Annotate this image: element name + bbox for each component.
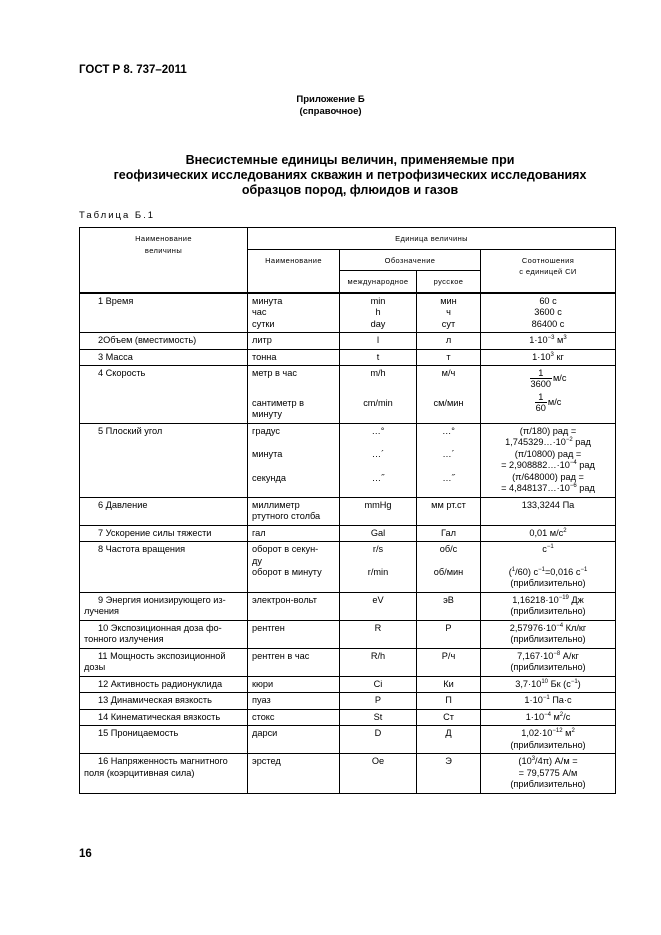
cell-rus: Ст — [417, 709, 481, 726]
cell-quantity: 1 Время — [80, 293, 248, 333]
cell-rus: Р/ч — [417, 648, 481, 676]
cell-quantity: 15 Проницаемость — [80, 726, 248, 754]
title-line: образцов пород, флюидов и газов — [241, 183, 459, 197]
cell-quantity: 8 Частота вращения — [80, 542, 248, 593]
cell-unit-name: эрстед — [248, 754, 340, 794]
header-unit-name: Наименование — [248, 249, 340, 293]
table-row — [80, 676, 616, 693]
cell-quantity: 16 Напряженность магнитного поля (коэрцитивная сила) — [80, 754, 248, 794]
cell-unit-name: рентген — [248, 620, 340, 648]
cell-quantity: 10 Экспозиционная доза фо- тонного излучения — [80, 620, 248, 648]
cell-quantity: 5 Плоский угол — [80, 423, 248, 497]
cell-rus: Д — [417, 726, 481, 754]
cell-quantity: 11 Мощность экспозиционной дозы — [80, 648, 248, 676]
table-header-row — [80, 228, 616, 250]
cell-unit-name: рентген в час — [248, 648, 340, 676]
table-row — [80, 366, 616, 424]
cell-rus: эВ — [417, 592, 481, 620]
cell-intl: m/h cm/min — [340, 366, 417, 424]
units-table — [79, 227, 616, 794]
cell-intl: l — [340, 333, 417, 350]
cell-quantity: 9 Энергия ионизирующего из- лучения — [80, 592, 248, 620]
table-row — [80, 349, 616, 366]
cell-intl: min h day — [340, 293, 417, 333]
cell-relation: $1\cdot 10^3$ кг — [481, 349, 616, 366]
cell-relation: $1,16218\cdot 10^{-19}$ Дж (приблизительно) — [481, 592, 616, 620]
cell-rus: м/ч см/мин — [417, 366, 481, 424]
header-rus: русское — [417, 271, 481, 293]
cell-relation: $(10^3/4\pi) А/м$ = = 79,5775 А/м (приблизительно) — [481, 754, 616, 794]
cell-intl: Gal — [340, 525, 417, 542]
cell-unit-name: метр в час сантиметр в минуту — [248, 366, 340, 424]
cell-unit-name: стокс — [248, 709, 340, 726]
cell-rus: Э — [417, 754, 481, 794]
cell-unit-name: дарси — [248, 726, 340, 754]
cell-relation: $1\cdot 10^{-3}$ $м^3$ — [481, 333, 616, 350]
cell-rus: …° …´ …˝ — [417, 423, 481, 497]
table-row — [80, 592, 616, 620]
cell-unit-name: минута час сутки — [248, 293, 340, 333]
appendix-heading — [0, 94, 661, 118]
cell-relation: 133,3244 Па — [481, 497, 616, 525]
header-quantity: Наименование величины — [80, 228, 248, 293]
cell-intl: R/h — [340, 648, 417, 676]
cell-quantity: 7 Ускорение силы тяжести — [80, 525, 248, 542]
cell-relation: $\frac{1}{3600}$ м/с $\frac{1}{60}$ м/с — [481, 366, 616, 424]
cell-relation: $2,57976\cdot 10^{-4}$ Кл/кг (приблизительно) — [481, 620, 616, 648]
title-line: геофизических исследованиях скважин и петрофизических исследованиях — [113, 168, 587, 182]
cell-quantity: 6 Давление — [80, 497, 248, 525]
table-row — [80, 693, 616, 710]
cell-relation: (π/180) рад = $1,745329\dots\cdot 10^{-2}$ рад (π/10800) рад = = $2,908882\dots\cdot 10^{-4}$ рад (π/648000) рад = = $4,848137\dots\cdot 10^{-6}$ рад — [481, 423, 616, 497]
cell-rus: Гал — [417, 525, 481, 542]
table-row — [80, 726, 616, 754]
cell-quantity: 14 Кинематическая вязкость — [80, 709, 248, 726]
cell-rus: мм рт.ст — [417, 497, 481, 525]
table-row — [80, 423, 616, 497]
cell-quantity: 2Объем (вместимость) — [80, 333, 248, 350]
cell-intl: r/s r/min — [340, 542, 417, 593]
cell-unit-name: оборот в секун- ду оборот в минуту — [248, 542, 340, 593]
cell-relation: 60 с 3600 с 86400 с — [481, 293, 616, 333]
cell-relation: $с^{-1}$ ($^1$/60) $с^{-1}=0,016$ $с^{-1}$ (приблизительно) — [481, 542, 616, 593]
cell-intl: Ci — [340, 676, 417, 693]
table-row — [80, 542, 616, 593]
cell-rus: об/с об/мин — [417, 542, 481, 593]
table-row — [80, 333, 616, 350]
cell-intl: t — [340, 349, 417, 366]
cell-unit-name: литр — [248, 333, 340, 350]
cell-quantity: 4 Скорость — [80, 366, 248, 424]
cell-unit-name: электрон-вольт — [248, 592, 340, 620]
cell-unit-name: миллиметр ртутного столба — [248, 497, 340, 525]
cell-rus: л — [417, 333, 481, 350]
table-caption: Таблица Б.1 — [79, 210, 156, 221]
cell-intl: eV — [340, 592, 417, 620]
cell-relation: $1\cdot 10^{-4}$ $м^2/с$ — [481, 709, 616, 726]
appendix-subtitle: (справочное) — [299, 106, 362, 117]
cell-relation: $1,02\cdot 10^{-12}$ $м^2$ (приблизительно) — [481, 726, 616, 754]
cell-relation: $7,167\cdot 10^{-8}$ А/кг (приблизительно) — [481, 648, 616, 676]
cell-intl: St — [340, 709, 417, 726]
header-unit: Единица величины — [248, 228, 616, 250]
title-line: Внесистемные единицы величин, применяемые при — [185, 153, 515, 167]
cell-unit-name: кюри — [248, 676, 340, 693]
header-relation: Соотношения с единицей СИ — [481, 249, 616, 293]
fraction: $\frac{1}{3600}$ — [530, 368, 551, 389]
table-row — [80, 620, 616, 648]
cell-intl: Oe — [340, 754, 417, 794]
cell-rus: Ки — [417, 676, 481, 693]
appendix-title: Приложение Б — [296, 94, 365, 105]
cell-unit-name: гал — [248, 525, 340, 542]
table-row — [80, 293, 616, 333]
cell-quantity: 3 Масса — [80, 349, 248, 366]
table-row — [80, 648, 616, 676]
cell-intl: D — [340, 726, 417, 754]
cell-rus: П — [417, 693, 481, 710]
fraction: $\frac{1}{60}$ — [535, 392, 546, 413]
cell-rus: мин ч сут — [417, 293, 481, 333]
cell-quantity: 13 Динамическая вязкость — [80, 693, 248, 710]
cell-intl: P — [340, 693, 417, 710]
cell-rus: т — [417, 349, 481, 366]
table-row — [80, 709, 616, 726]
table-row — [80, 754, 616, 794]
table-row — [80, 497, 616, 525]
header-intl: международное — [340, 271, 417, 293]
cell-intl: …° …´ …˝ — [340, 423, 417, 497]
cell-relation: $1\cdot 10^{-1}$ Па·с — [481, 693, 616, 710]
cell-relation: $3,7\cdot 10^{10}$ Бк $(с^{-1})$ — [481, 676, 616, 693]
page-number: 16 — [79, 848, 92, 860]
table-row — [80, 525, 616, 542]
cell-relation: 0,01 $м/с^2$ — [481, 525, 616, 542]
cell-unit-name: тонна — [248, 349, 340, 366]
cell-intl: mmHg — [340, 497, 417, 525]
header-symbol: Обозначение — [340, 249, 481, 271]
cell-unit-name: градус минута секунда — [248, 423, 340, 497]
cell-intl: R — [340, 620, 417, 648]
document-title — [60, 153, 640, 198]
cell-quantity: 12 Активность радионуклида — [80, 676, 248, 693]
document-code: ГОСТ Р 8. 737–2011 — [79, 64, 187, 76]
cell-unit-name: пуаз — [248, 693, 340, 710]
cell-rus: Р — [417, 620, 481, 648]
